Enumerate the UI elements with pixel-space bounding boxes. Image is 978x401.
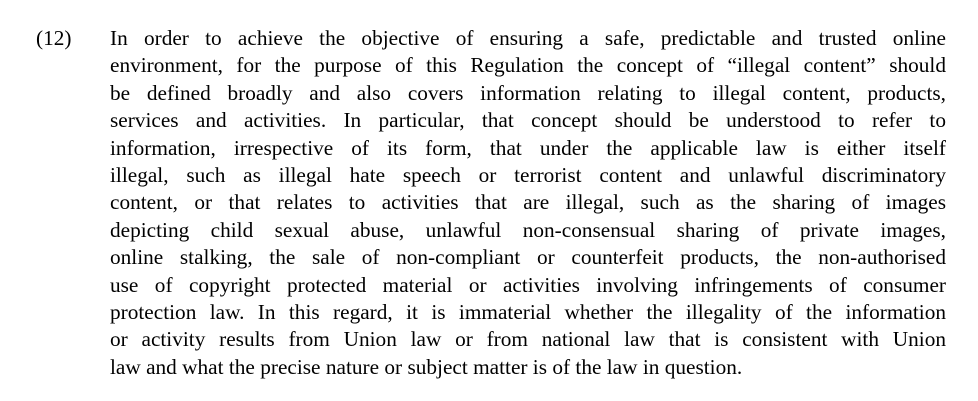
paragraph-line: environment, for the purpose of this Regulation the concept of “illegal content” should (110, 53, 946, 78)
paragraph-line: content, or that relates to activities that are illegal, such as the sharing of images (110, 190, 946, 215)
paragraph-line: services and activities. In particular, that concept should be understood to refer to (110, 108, 946, 133)
paragraph-line: be defined broadly and also covers information relating to illegal content, products, (110, 80, 946, 105)
paragraph-line: or activity results from Union law or from national law that is consistent with Union (110, 327, 946, 352)
paragraph-line: depicting child sexual abuse, unlawful non-consensual sharing of private images, (110, 217, 946, 242)
recital-number: (12) (36, 26, 72, 50)
paragraph-line: protection law. In this regard, it is immaterial whether the illegality of the information (110, 299, 946, 324)
paragraph-line: law and what the precise nature or subject matter is of the law in question. (110, 354, 743, 379)
recital-paragraph (110, 25, 946, 381)
paragraph-line: information, irrespective of its form, that under the applicable law is either itself (110, 135, 946, 160)
paragraph-line: use of copyright protected material or activities involving infringements of consumer (110, 272, 946, 297)
paragraph-line: illegal, such as illegal hate speech or terrorist content and unlawful discriminatory (110, 162, 946, 187)
paragraph-line: In order to achieve the objective of ensuring a safe, predictable and trusted online (110, 26, 946, 50)
paragraph-line: online stalking, the sale of non-compliant or counterfeit products, the non-authorised (110, 245, 946, 270)
